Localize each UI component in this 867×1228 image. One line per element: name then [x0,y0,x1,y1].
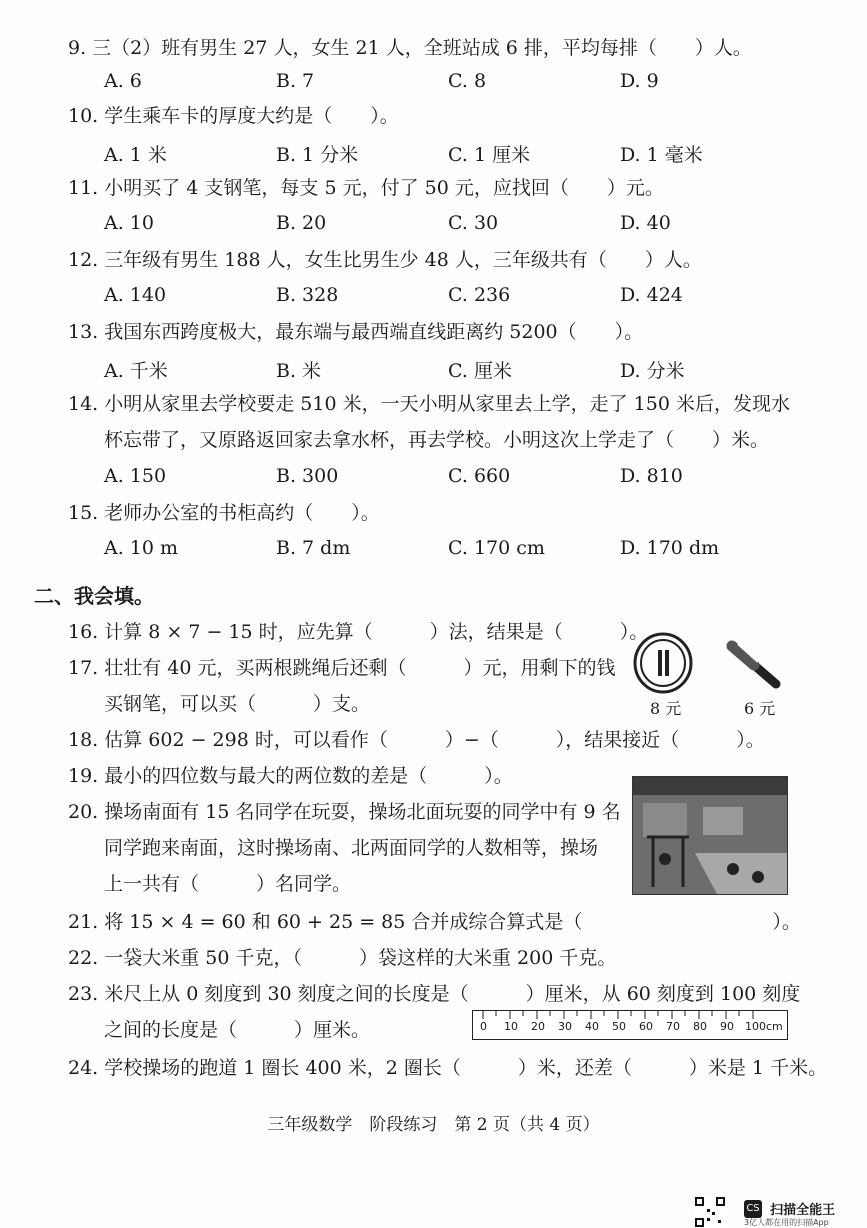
question-22: 22. 一袋大米重 50 千克，（ ）袋这样的大米重 200 千克。 [68,947,617,969]
option-b: B. 300 [276,465,339,487]
option-b: B. 7 dm [276,537,351,559]
question-14-options [104,465,804,489]
question-23-continued: 之间的长度是（ ）厘米。 [104,1019,371,1041]
option-c: C. 8 [448,70,487,92]
ruler-label: 80 [693,1020,707,1033]
option-c: C. 厘米 [448,360,512,382]
option-c: C. 660 [448,465,511,487]
option-d: D. 424 [620,284,683,306]
option-d: D. 40 [620,212,671,234]
question-17: 17. 壮壮有 40 元，买两根跳绳后还剩（ ）元，用剩下的钱 [68,657,616,679]
question-15: 15. 老师办公室的书柜高约（ ）。 [68,502,380,524]
page-footer: 三年级数学 阶段练习 第 2 页（共 4 页） [267,1115,600,1135]
ruler-label: 50 [612,1020,626,1033]
option-c: C. 170 cm [448,537,545,559]
cs-logo-icon: CS [744,1200,762,1218]
question-23: 23. 米尺上从 0 刻度到 30 刻度之间的长度是（ ）厘米，从 60 刻度到 100 刻度 [68,983,801,1005]
option-c: C. 236 [448,284,511,306]
question-16: 16. 计算 8 × 7 − 15 时，应先算（ ）法，结果是（ ）。 [68,621,649,643]
option-b: B. 米 [276,360,322,382]
option-a: A. 140 [104,284,167,306]
question-12: 12. 三年级有男生 188 人，女生比男生少 48 人，三年级共有（ ）人。 [68,249,702,271]
question-17-continued: 买钢笔，可以买（ ）支。 [104,693,371,715]
ruler-label: 10 [504,1020,518,1033]
option-d: D. 170 dm [620,537,720,559]
question-12-options [104,284,804,308]
question-13-options [104,356,804,380]
option-a: A. 10 m [104,537,179,559]
option-a: A. 10 [104,212,154,234]
question-18: 18. 估算 602 − 298 时，可以看作（ ）−（ ），结果接近（ ）。 [68,729,765,751]
ruler-label: 60 [639,1020,653,1033]
ruler-label: 40 [585,1020,599,1033]
jump-rope-icon [628,630,698,696]
question-9-options [104,70,804,94]
playground-image [632,776,788,895]
option-d: D. 9 [620,70,659,92]
ruler-label: 70 [666,1020,680,1033]
option-c: C. 30 [448,212,499,234]
option-a: A. 6 [104,70,142,92]
question-14: 14. 小明从家里去学校要走 510 米，一天小明从家里去上学，走了 150 米后，发现水 [68,393,790,415]
question-24: 24. 学校操场的跑道 1 圈长 400 米，2 圈长（ ）米，还差（ ）米是 1 千米。 [68,1057,828,1079]
option-a: A. 千米 [104,360,168,382]
question-20-end: 上一共有（ ）名同学。 [104,873,352,895]
ruler-label: 100cm [745,1020,783,1033]
ruler-label: 0 [480,1020,487,1033]
option-d: D. 分米 [620,360,685,382]
option-a: A. 150 [104,465,167,487]
qr-code-icon [694,1196,726,1228]
option-b: B. 1 分米 [276,144,359,166]
ruler-image [472,1010,788,1040]
option-b: B. 328 [276,284,339,306]
question-20-continued: 同学跑来南面，这时操场南、北两面同学的人数相等，操场 [104,837,599,859]
option-a: A. 1 米 [104,144,167,166]
ruler-label: 30 [558,1020,572,1033]
brand-name: 扫描全能王 [770,1203,836,1218]
scanner-logo [744,1198,835,1218]
pen-price: 6 元 [744,699,776,718]
option-d: D. 1 毫米 [620,144,703,166]
question-11-options [104,212,804,236]
question-15-options [104,537,804,561]
section-heading: 二、我会填。 [34,584,154,608]
option-b: B. 7 [276,70,315,92]
question-10: 10. 学生乘车卡的厚度大约是（ ）。 [68,105,399,127]
ruler-label: 90 [720,1020,734,1033]
option-c: C. 1 厘米 [448,144,531,166]
question-13: 13. 我国东西跨度极大，最东端与最西端直线距离约 5200（ ）。 [68,321,644,343]
rope-price: 8 元 [650,699,682,718]
question-10-options [104,140,804,164]
question-9: 9. 三（2）班有男生 27 人，女生 21 人，全班站成 6 排，平均每排（ ）人。 [68,37,752,59]
question-11: 11. 小明买了 4 支钢笔，每支 5 元，付了 50 元，应找回（ ）元。 [68,177,664,199]
question-14-continued: 杯忘带了，又原路返回家去拿水杯，再去学校。小明这次上学走了（ ）米。 [104,429,770,451]
question-21: 21. 将 15 × 4 = 60 和 60 + 25 = 85 合并成综合算式是（ ）。 [68,911,801,933]
question-19: 19. 最小的四位数与最大的两位数的差是（ ）。 [68,765,513,787]
brand-tagline: 3亿人都在用的扫描App [744,1218,829,1227]
option-b: B. 20 [276,212,327,234]
option-d: D. 810 [620,465,683,487]
question-20: 20. 操场南面有 15 名同学在玩耍，操场北面玩耍的同学中有 9 名 [68,801,621,823]
pen-icon [724,638,784,690]
ruler-label: 20 [531,1020,545,1033]
